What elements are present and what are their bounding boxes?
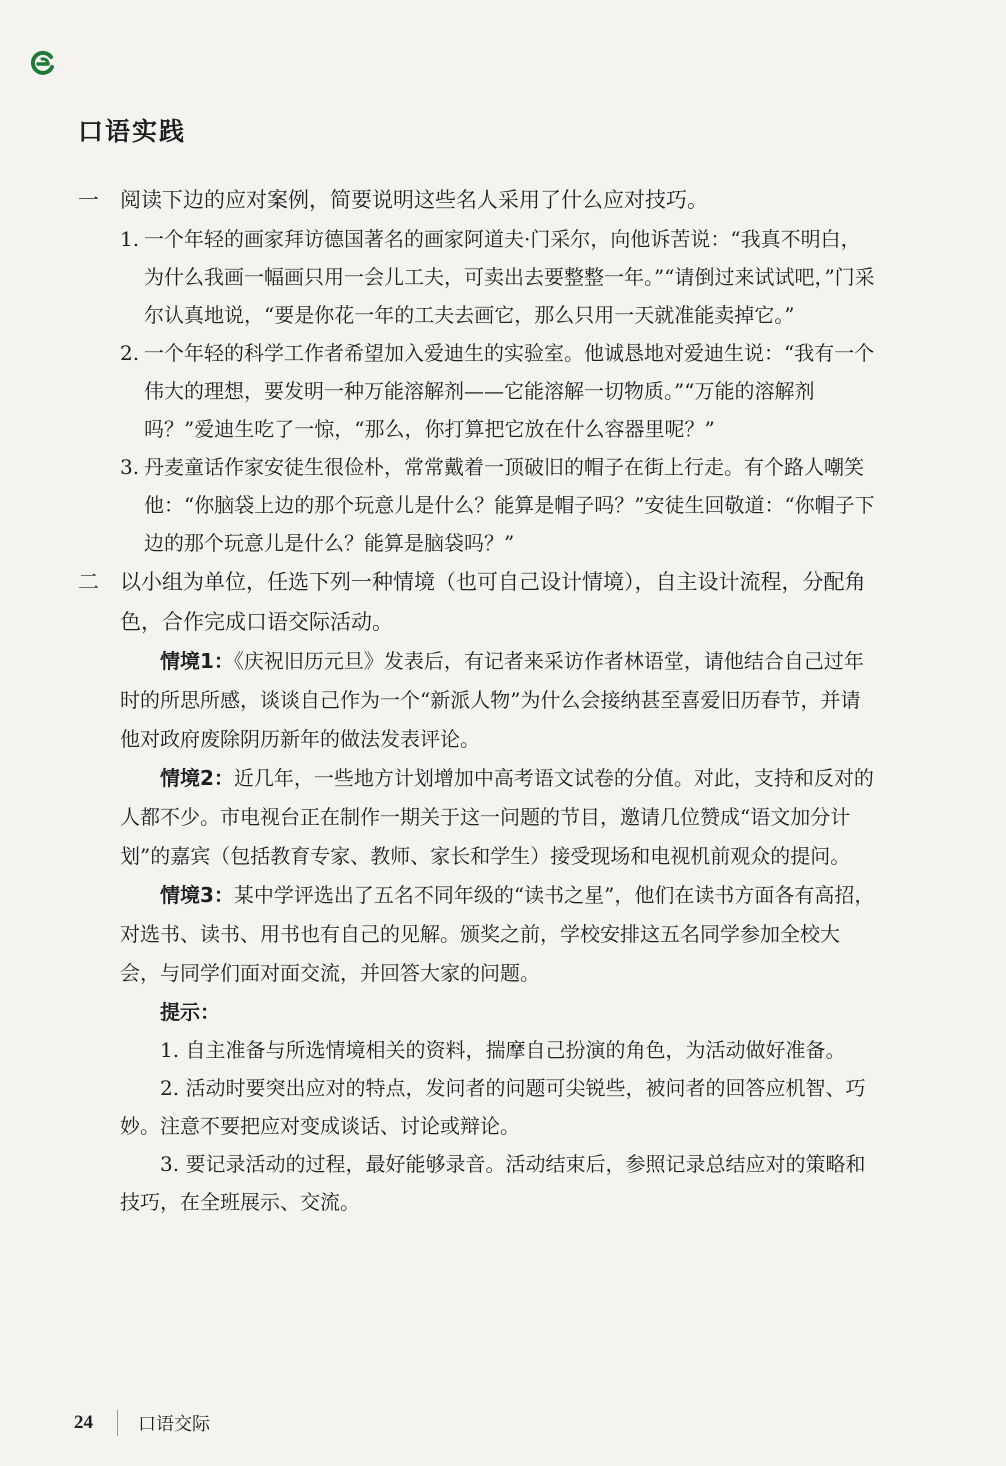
section-1 [78, 180, 878, 220]
situation-item [120, 642, 878, 759]
case-number: 3. [120, 455, 140, 479]
section-instruction: 阅读下边的应对案例，简要说明这些名人采用了什么应对技巧。 [120, 188, 708, 212]
section-instruction: 以小组为单位，任选下列一种情境（也可自己设计情境），自主设计流程，分配角色，合作完成口语交际活动。 [120, 570, 866, 634]
page-footer [74, 1410, 210, 1436]
case-item [120, 334, 878, 448]
situation-text: 《庆祝旧历元旦》发表后，有记者来采访作者林语堂，请他结合自己过年时的所思所感，谈谈自己作为一个“新派人物”为什么会接纳甚至喜爱旧历春节，并请他对政府废除阴历新年的做法发表评论。 [120, 649, 864, 751]
situation-item [120, 876, 878, 993]
section-2 [78, 562, 878, 642]
situation-label: 情境1： [160, 649, 234, 673]
situation-label: 情境2： [160, 766, 234, 790]
case-number: 2. [120, 341, 140, 365]
chapter-name: 口语交际 [138, 1414, 210, 1435]
situation-item [120, 759, 878, 876]
publisher-logo-icon [30, 50, 56, 76]
hint-item: 1. 自主准备与所选情境相关的资料，揣摩自己扮演的角色，为活动做好准备。 [160, 1038, 846, 1062]
footer-divider [117, 1410, 118, 1436]
case-text: 丹麦童话作家安徒生很俭朴，常常戴着一顶破旧的帽子在街上行走。有个路人嘲笑他：“你脑袋上边的那个玩意儿是什么？能算是帽子吗？”安徒生回敬道：“你帽子下边的那个玩意儿是什么？能算是脑袋吗？” [144, 455, 875, 555]
section-number: 一 [78, 188, 99, 212]
case-item [120, 448, 878, 562]
hint-item: 2. 活动时要突出应对的特点，发问者的问题可尖锐些，被问者的回答应机智、巧妙。注意不要把应对变成谈话、讨论或辩论。 [120, 1076, 866, 1138]
section-number: 二 [78, 570, 99, 594]
hint-title: 提示： [160, 1000, 220, 1024]
situation-label: 情境3： [160, 883, 234, 907]
page-title: 口语实践 [78, 117, 187, 146]
case-text: 一个年轻的画家拜访德国著名的画家阿道夫·门采尔，向他诉苦说：“我真不明白，为什么我画一幅画只用一会儿工夫，可卖出去要整整一年。”“请倒过来试试吧，”门采尔认真地说，“要是你花一年的工夫去画它，那么只用一天就准能卖掉它。” [144, 227, 875, 327]
page-number: 24 [74, 1412, 93, 1433]
situation-text: 近几年，一些地方计划增加中高考语文试卷的分值。对此，支持和反对的人都不少。市电视台正在制作一期关于这一问题的节目，邀请几位赞成“语文加分计划”的嘉宾（包括教育专家、教师、家长和学生）接受现场和电视机前观众的提问。 [120, 766, 874, 868]
situation-text: 某中学评选出了五名不同年级的“读书之星”，他们在读书方面各有高招，对选书、读书、用书也有自己的见解。颁奖之前，学校安排这五名同学参加全校大会，与同学们面对面交流，并回答大家的问题。 [120, 883, 875, 985]
case-item [120, 220, 878, 334]
case-number: 1. [120, 227, 140, 251]
hint-item: 3. 要记录活动的过程，最好能够录音。活动结束后，参照记录总结应对的策略和技巧，在全班展示、交流。 [120, 1152, 866, 1214]
main-content [78, 180, 878, 1221]
case-text: 一个年轻的科学工作者希望加入爱迪生的实验室。他诚恳地对爱迪生说：“我有一个伟大的理想，要发明一种万能溶解剂——它能溶解一切物质。”“万能的溶解剂吗？”爱迪生吃了一惊，“那么，你打算把它放在什么容器里呢？” [144, 341, 875, 441]
